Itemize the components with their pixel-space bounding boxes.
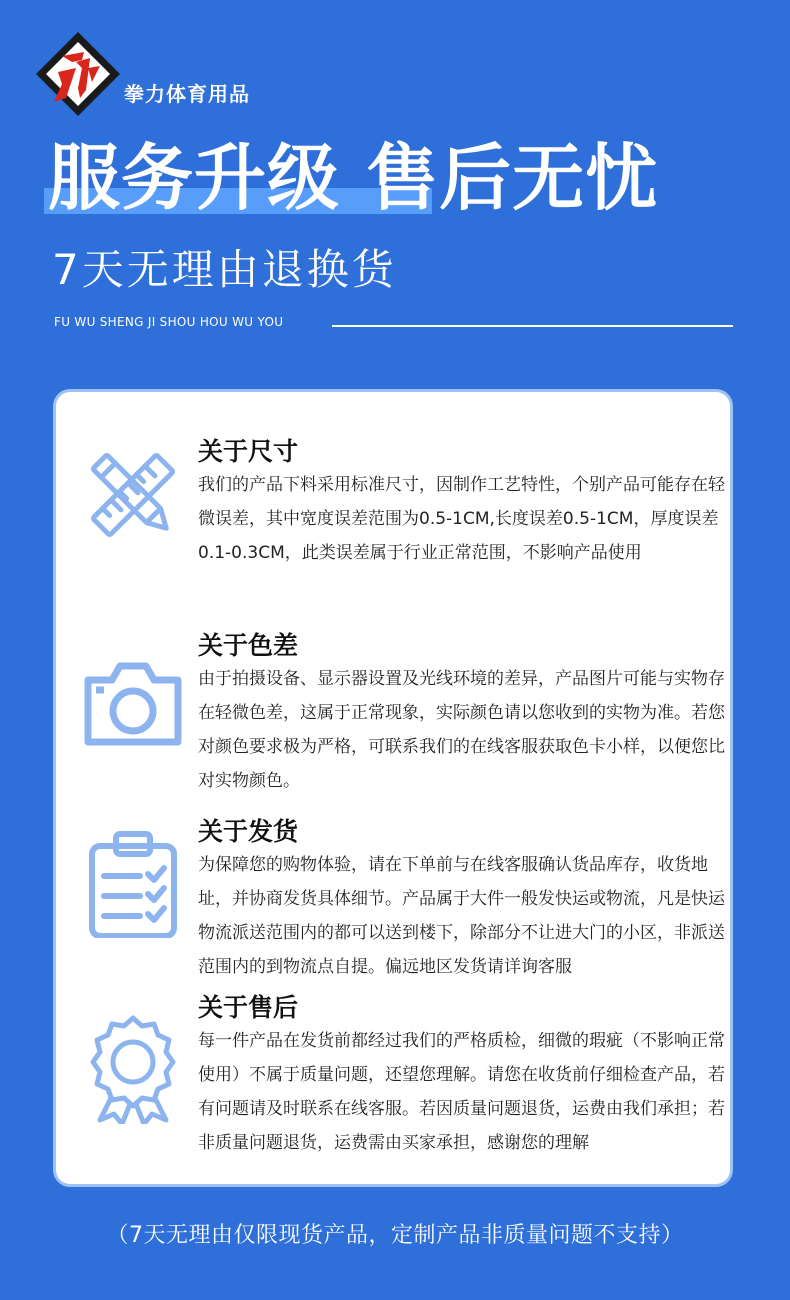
- section-title: 关于色差: [198, 631, 299, 660]
- section-body: 我们的产品下料采用标准尺寸，因制作工艺特性，个别产品可能存在轻微误差，其中宽度误差范围为0.5-1CM,长度误差0.5-1CM，厚度误差0.1-0.3CM，此类误差属于行业正常范围，不影响产品使用: [198, 475, 725, 563]
- brand-logo: [32, 28, 124, 120]
- pinyin-caption: FU WU SHENG JI SHOU HOU WU YOU: [54, 315, 284, 329]
- camera-icon: [78, 650, 188, 760]
- divider-line: [332, 325, 733, 327]
- footnote: （7天无理由仅限现货产品，定制产品非质量问题不支持）: [106, 1223, 684, 1248]
- headline: 服务升级 售后无忧: [48, 136, 659, 220]
- subtitle: 7天无理由退换货: [52, 245, 397, 294]
- section-title: 关于发货: [198, 817, 299, 846]
- brand-name: 拳力体育用品: [124, 82, 250, 106]
- section-body: 每一件产品在发货前都经过我们的严格质检，细微的瑕疵（不影响正常使用）不属于质量问题，还望您理解。请您在收货前仔细检查产品，若有问题请及时联系在线客服。若因质量问题退货，运费由我们承担；若非质量问题退货，运费需由买家承担，感谢您的理解: [198, 1031, 725, 1153]
- section-title: 关于售后: [198, 993, 299, 1022]
- ruler-pencil-icon: [78, 440, 188, 550]
- section-body: 由于拍摄设备、显示器设置及光线环境的差异，产品图片可能与实物存在轻微色差，这属于正常现象，实际颜色请以您收到的实物为准。若您对颜色要求极为严格，可联系我们的在线客服获取色卡小样，以便您比对实物颜色。: [198, 669, 725, 791]
- section-title: 关于尺寸: [198, 437, 299, 466]
- clipboard-checklist-icon: [78, 828, 188, 938]
- award-badge-icon: [78, 1014, 188, 1124]
- section-body: 为保障您的购物体验，请在下单前与在线客服确认货品库存，收货地址，并协商发货具体细节。产品属于大件一般发快运或物流，凡是快运物流派送范围内的都可以送到楼下，除部分不让进大门的小区，非派送范围内的到物流点自提。偏远地区发货请详询客服: [198, 855, 725, 977]
- info-card: [56, 392, 730, 1184]
- headline-block: [40, 130, 770, 230]
